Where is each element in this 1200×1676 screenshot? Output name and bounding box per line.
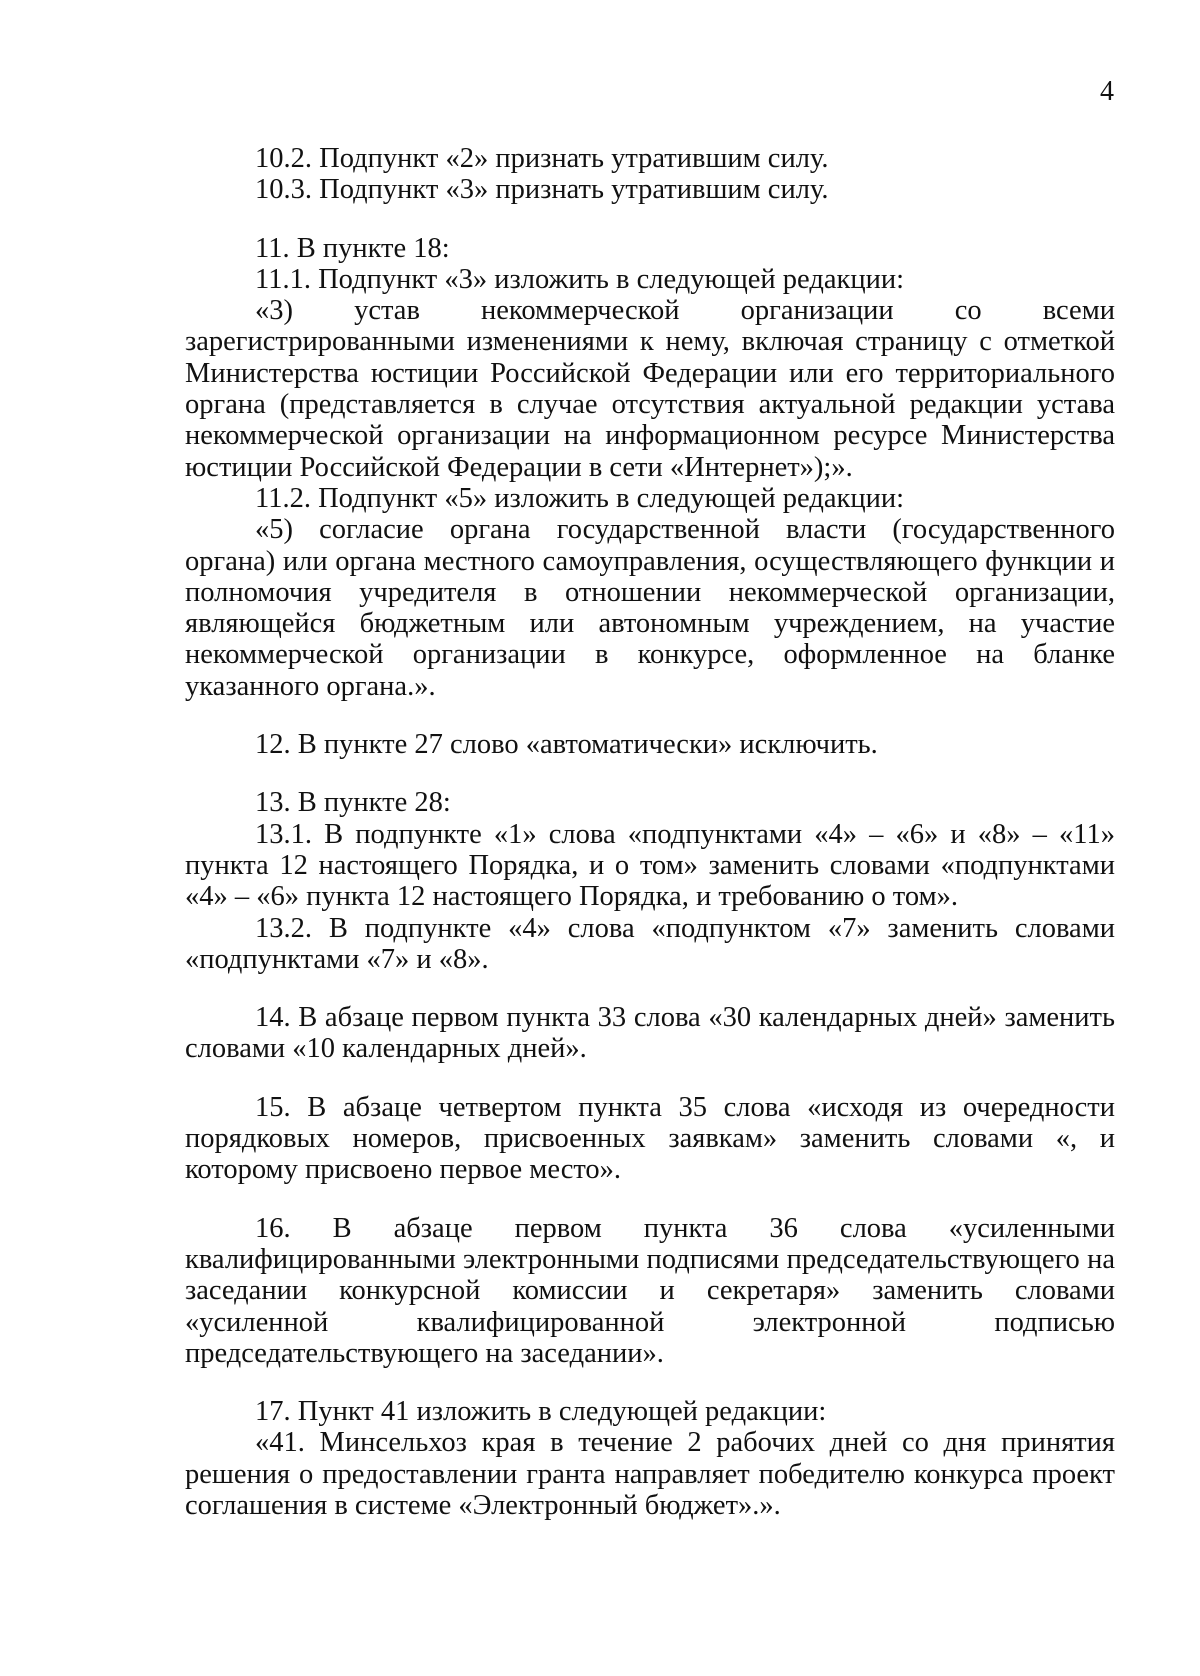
paragraph-11: 11. В пункте 18:: [255, 232, 450, 264]
paragraph-11-2: 11.2. Подпункт «5» изложить в следующей редакции:: [255, 482, 904, 514]
paragraph-11-1: 11.1. Подпункт «3» изложить в следующей редакции:: [255, 263, 904, 295]
paragraph-gap: [185, 1369, 1115, 1396]
paragraph-13-2: 13.2. В подпункте «4» слова «подпунктом «7» заменить словами «подпунктами «7» и «8».: [185, 912, 1115, 975]
paragraph-12: 12. В пункте 27 слово «автоматически» исключить.: [255, 729, 878, 761]
paragraph-11-1-text: «3) устав некоммерческой организации со всеми зарегистрированными изменениями к нему, включая страницу с отметкой Министерства юстиции Российской Федерации или его территориального органа (представляется в случае отсутствия актуальной редакции устава некоммерческой организации на информационном ресурсе Министерства юстиции Российской Федерации в сети «Интернет»);».: [185, 295, 1115, 483]
paragraph-11-2-text: «5) согласие органа государственной власти (государственного органа) или органа местного самоуправления, осуществляющего функции и полномочия учредителя в отношении некоммерческой организации, являющейся бюджетным или автономным учреждением, на участие некоммерческой организации в конкурсе, оформленное на бланке указанного органа.».: [185, 514, 1115, 702]
paragraph-16: 16. В абзаце первом пункта 36 слова «усиленными квалифицированными электронными подписями председательствующего на заседании конкурсной комиссии и секретаря» заменить словами «усиленной квалифицированной электронной подписью председательствующего на заседании».: [185, 1212, 1115, 1369]
paragraph-13-1: 13.1. В подпункте «1» слова «подпунктами «4» – «6» и «8» – «11» пункта 12 настоящего Порядка, и о том» заменить словами «подпунктами «4» – «6» пункта 12 настоящего Порядка, и требованию о том».: [185, 818, 1115, 913]
paragraph-17: 17. Пункт 41 изложить в следующей редакции:: [255, 1396, 827, 1428]
paragraph-10-2: 10.2. Подпункт «2» признать утратившим силу.: [255, 143, 829, 174]
paragraph-gap: [185, 760, 1115, 787]
document-body: [185, 143, 1115, 1521]
paragraph-gap: [185, 975, 1115, 1002]
paragraph-13: 13. В пункте 28:: [255, 787, 451, 819]
paragraph-15: 15. В абзаце четвертом пункта 35 слова «исходя из очередности порядковых номеров, присвоенных заявкам» заменить словами «, и которому присвоено первое место».: [185, 1091, 1115, 1186]
page-number: 4: [1100, 76, 1114, 107]
paragraph-gap: [185, 206, 1115, 233]
paragraph-gap: [185, 1065, 1115, 1092]
paragraph-gap: [185, 1186, 1115, 1213]
paragraph-17-text: «41. Минсельхоз края в течение 2 рабочих дней со дня принятия решения о предоставлении гранта направляет победителю конкурса проект соглашения в системе «Электронный бюджет».».: [185, 1427, 1115, 1521]
paragraph-gap: [185, 702, 1115, 729]
paragraph-14: 14. В абзаце первом пункта 33 слова «30 календарных дней» заменить словами «10 календарных дней».: [185, 1002, 1115, 1065]
paragraph-10-3: 10.3. Подпункт «3» признать утратившим силу.: [255, 174, 829, 206]
